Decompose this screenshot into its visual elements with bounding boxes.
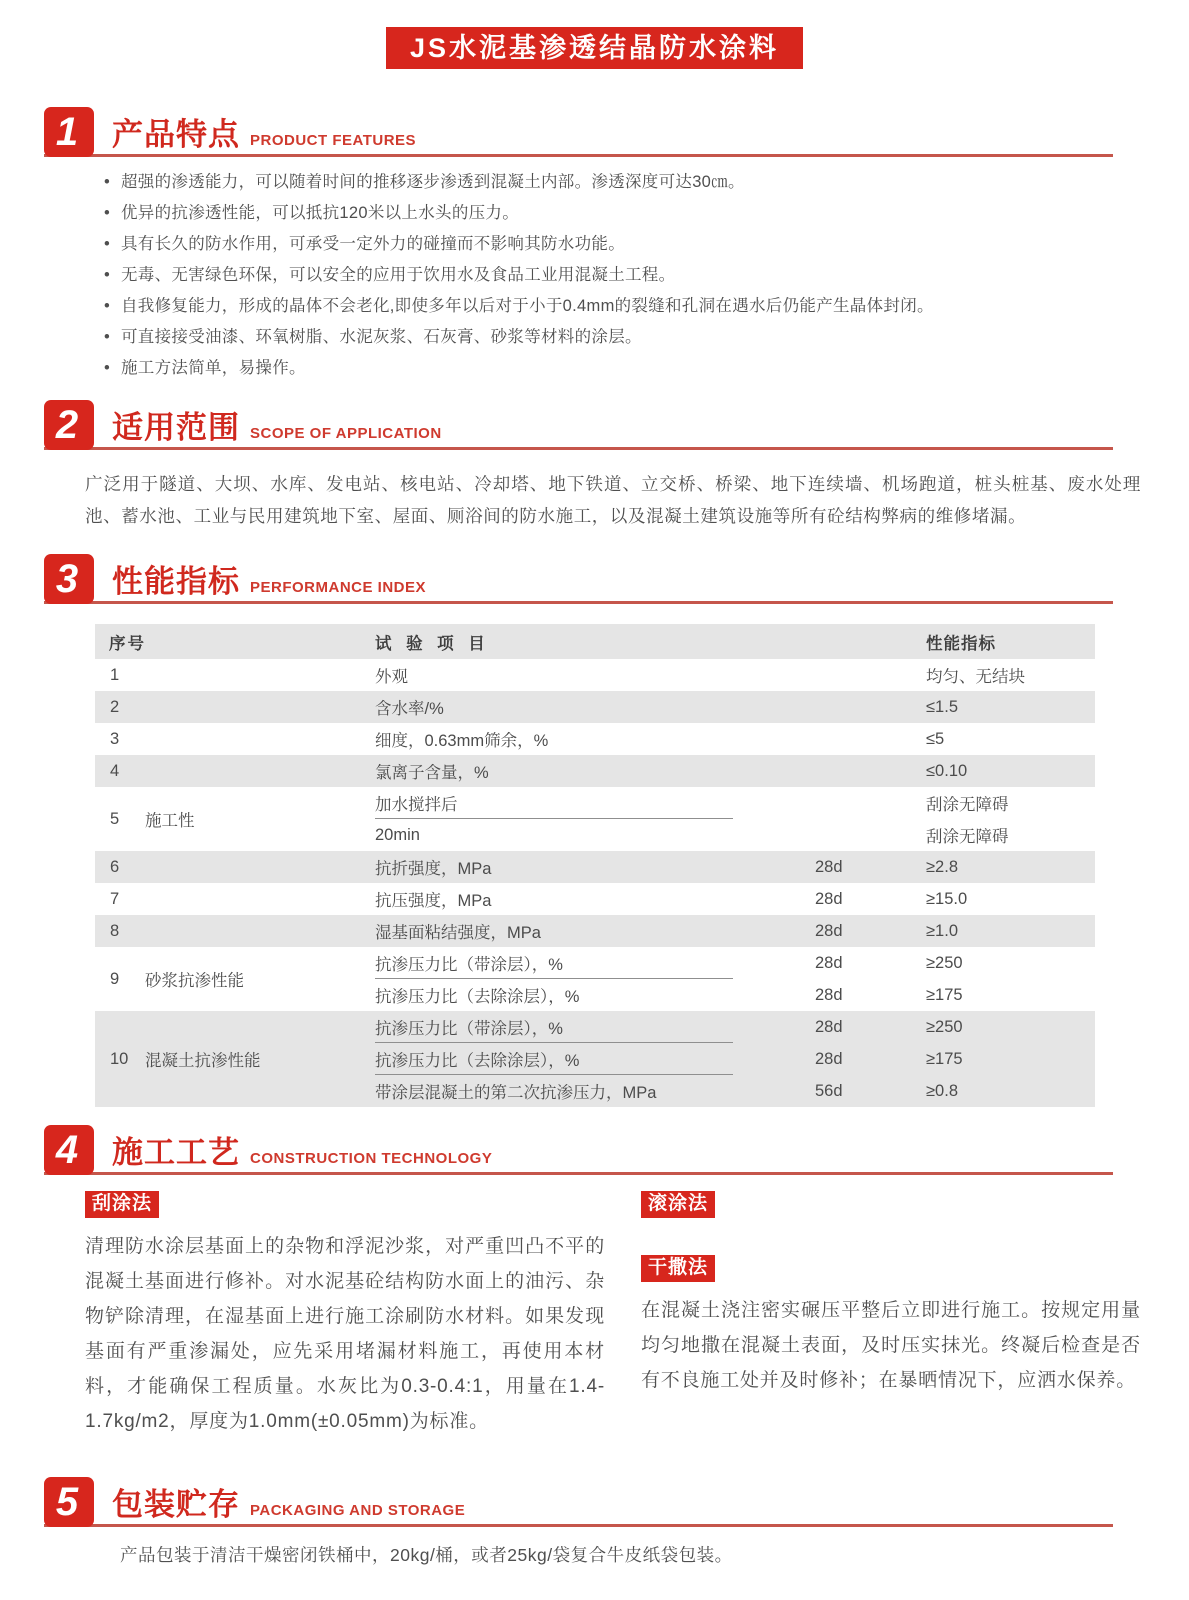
table-row [95, 883, 1095, 915]
section-title-en: CONSTRUCTION TECHNOLOGY [250, 1150, 493, 1168]
header-no: 序号 [109, 634, 146, 653]
section-number-badge: 2 [44, 400, 94, 450]
test-item-cell: 抗折强度，MPa [375, 860, 492, 879]
index-value-cell: ≥175 [926, 985, 963, 1004]
age-cell: 28d [815, 857, 843, 876]
list-item: • 具有长久的防水作用，可承受一定外力的碰撞而不影响其防水功能。 [104, 235, 1145, 254]
section-number-badge: 4 [44, 1125, 94, 1175]
row-number-cell: 6 [110, 857, 120, 876]
table-row [95, 947, 1095, 1011]
section-title-cn: 产品特点 [112, 117, 240, 153]
row-number-cell: 5 [110, 809, 120, 828]
scrape-method-text: 清理防水涂层基面上的杂物和浮泥沙浆，对严重凹凸不平的混凝土基面进行修补。对水泥基砼结构防水面上的油污、杂物铲除清理，在湿基面上进行施工涂刷防水材料。如果发现基面有严重渗漏处，应先采用堵漏材料施工，再使用本材料，才能确保工程质量。水灰比为0.3-0.4:1，用量在1.4-1.7kg/m2，厚度为1.0mm(±0.05mm)为标准。 [85, 1236, 605, 1433]
table-row [95, 723, 1095, 755]
age-cell: 56d [815, 1081, 843, 1100]
test-item-cell: 抗压强度，MPa [375, 892, 492, 911]
section-title-en: PACKAGING AND STORAGE [250, 1502, 466, 1520]
list-item: • 无毒、无害绿色环保，可以安全的应用于饮用水及食品工业用混凝土工程。 [104, 266, 1145, 285]
method-tag-scrape: 刮涂法 [85, 1191, 159, 1218]
index-value-cell: ≥250 [926, 1017, 963, 1036]
header-index: 性能指标 [926, 634, 996, 653]
age-cell: 28d [815, 889, 843, 908]
table-row [95, 851, 1095, 883]
list-item: • 优异的抗渗透性能，可以抵抗120米以上水头的压力。 [104, 204, 1145, 223]
header-test-item: 试 验 项 目 [375, 634, 490, 653]
list-item: • 施工方法简单，易操作。 [104, 359, 1145, 378]
list-item: • 自我修复能力，形成的晶体不会老化,即使多年以后对于小于0.4mm的裂缝和孔洞在遇水后仍能产生晶体封闭。 [104, 297, 1145, 316]
feature-list [104, 173, 1145, 378]
index-value-cell: ≤5 [926, 729, 945, 748]
index-value-cell: ≤1.5 [926, 697, 958, 716]
age-cell: 28d [815, 1049, 843, 1068]
scrape-method-column [85, 1191, 605, 1439]
method-tag-dry: 干撒法 [641, 1255, 715, 1282]
test-item-cell: 氯离子含量，% [375, 764, 489, 783]
test-item-cell: 含水率/% [375, 700, 444, 719]
section-title-cn: 包装贮存 [112, 1487, 240, 1523]
list-item: • 超强的渗透能力，可以随着时间的推移逐步渗透到混凝土内部。渗透深度可达30㎝。 [104, 173, 1145, 192]
section-title-cn: 性能指标 [112, 564, 240, 600]
index-value-cell: 刮涂无障碍 [926, 828, 1009, 847]
table-header-row [95, 624, 1095, 659]
row-number-cell: 9 [110, 969, 120, 988]
age-cell: 28d [815, 1017, 843, 1036]
method-tag-roll: 滚涂法 [641, 1191, 715, 1218]
index-value-cell: 均匀、无结块 [926, 668, 1025, 687]
table-row [95, 659, 1095, 691]
index-value-cell: ≥0.8 [926, 1081, 958, 1100]
table-row [95, 691, 1095, 723]
table-row [95, 915, 1095, 947]
section-number-badge: 1 [44, 107, 94, 157]
index-value-cell: ≥1.0 [926, 921, 958, 940]
section-header-construction [44, 1123, 1113, 1175]
row-number-cell: 3 [110, 729, 120, 748]
row-number-cell: 10 [110, 1049, 129, 1068]
scope-paragraph: 广泛用于隧道、大坝、水库、发电站、核电站、冷却塔、地下铁道、立交桥、桥梁、地下连续墙、机场跑道，桩头桩基、废水处理池、蓄水池、工业与民用建筑地下室、屋面、厕浴间的防水施工，以及混凝土建筑设施等所有砼结构弊病的维修堵漏。 [85, 474, 1141, 527]
section-header-packaging [44, 1475, 1113, 1527]
packaging-paragraph: 产品包装于清洁干燥密闭铁桶中，20kg/桶，或者25kg/袋复合牛皮纸袋包装。 [120, 1545, 733, 1566]
section-header-features [44, 105, 1113, 157]
test-item-cell: 抗渗压力比（带涂层），% [375, 1020, 563, 1039]
section-header-scope [44, 398, 1113, 450]
test-item-cell: 湿基面粘结强度，MPa [375, 924, 541, 943]
index-value-cell: ≥250 [926, 953, 963, 972]
age-cell: 28d [815, 921, 843, 940]
page-header [44, 0, 1145, 69]
dry-method-block [641, 1255, 1141, 1398]
test-item-cell: 抗渗压力比（带涂层），% [375, 956, 563, 975]
section-header-performance [44, 552, 1113, 604]
dry-method-text: 在混凝土浇注密实碾压平整后立即进行施工。按规定用量均匀地撒在混凝土表面，及时压实抹光。终凝后检查是否有不良施工处并及时修补；在暴晒情况下，应洒水保养。 [641, 1299, 1141, 1391]
test-item-cell: 20min [375, 825, 420, 844]
construction-columns [44, 1191, 1145, 1439]
section-number-badge: 5 [44, 1477, 94, 1527]
section-title-en: PRODUCT FEATURES [250, 132, 417, 150]
page-title: JS水泥基渗透结晶防水涂料 [386, 27, 803, 69]
test-item-cell: 加水搅拌后 [375, 796, 458, 815]
age-cell: 28d [815, 953, 843, 972]
table-row [95, 755, 1095, 787]
test-item-cell: 抗渗压力比（去除涂层），% [375, 988, 580, 1007]
category-cell: 砂浆抗渗性能 [145, 972, 244, 991]
category-cell: 混凝土抗渗性能 [145, 1052, 261, 1071]
section-title-en: SCOPE OF APPLICATION [250, 425, 442, 443]
index-value-cell: ≤0.10 [926, 761, 968, 780]
table-body [95, 659, 1095, 1107]
index-value-cell: 刮涂无障碍 [926, 796, 1009, 815]
index-value-cell: ≥2.8 [926, 857, 958, 876]
section-number-badge: 3 [44, 554, 94, 604]
test-item-cell: 细度，0.63mm筛余，% [375, 732, 549, 751]
row-number-cell: 2 [110, 697, 120, 716]
category-cell: 施工性 [145, 812, 195, 831]
index-value-cell: ≥175 [926, 1049, 963, 1068]
row-number-cell: 7 [110, 889, 120, 908]
table-row [95, 1011, 1095, 1107]
row-number-cell: 4 [110, 761, 120, 780]
age-cell: 28d [815, 985, 843, 1004]
section-title-cn: 施工工艺 [112, 1135, 240, 1171]
test-item-cell: 外观 [375, 668, 408, 687]
index-value-cell: ≥15.0 [926, 889, 968, 908]
test-item-cell: 带涂层混凝土的第二次抗渗压力，MPa [375, 1084, 657, 1103]
test-item-cell: 抗渗压力比（去除涂层），% [375, 1052, 580, 1071]
row-number-cell: 1 [110, 665, 120, 684]
table-row [95, 787, 1095, 851]
performance-table [95, 624, 1095, 1107]
list-item: • 可直接接受油漆、环氧树脂、水泥灰浆、石灰膏、砂浆等材料的涂层。 [104, 328, 1145, 347]
section-title-cn: 适用范围 [112, 410, 240, 446]
row-number-cell: 8 [110, 921, 120, 940]
roll-dry-method-column [641, 1191, 1145, 1439]
section-title-en: PERFORMANCE INDEX [250, 579, 427, 597]
